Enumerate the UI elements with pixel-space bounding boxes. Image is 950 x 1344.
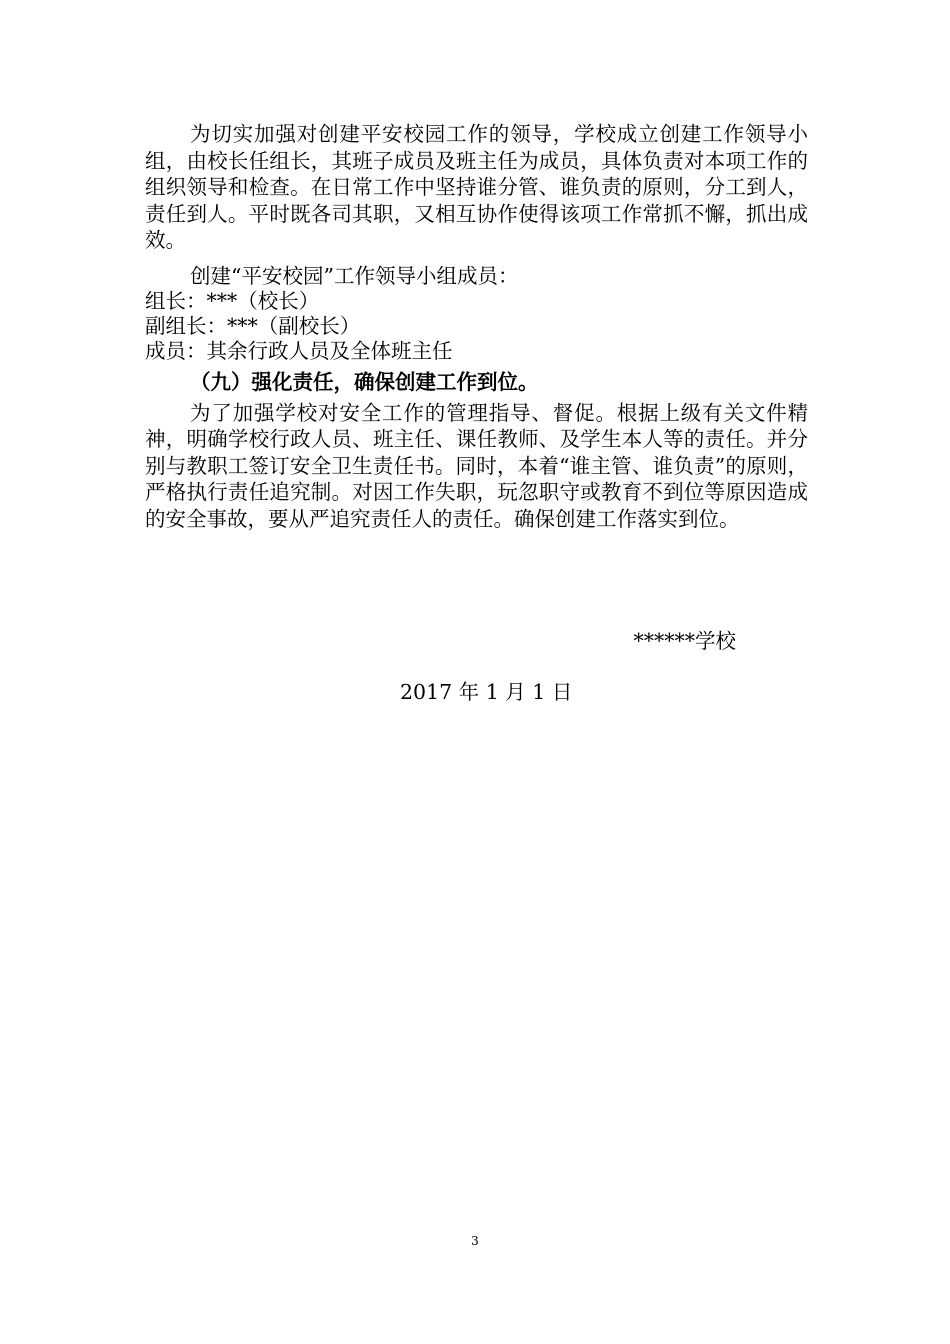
section-heading-9: （九）强化责任，确保创建工作到位。 xyxy=(190,369,539,394)
paragraph-leadership-group: 为切实加强对创建平安校园工作的领导，学校成立创建工作领导小组，由校长任组长，其班子成员及班主任为成员，具体负责对本项工作的组织领导和检查。在日常工作中坚持谁分管、谁负责的原则，分工到人，责任到人。平时既各司其职，又相互协作使得该项工作常抓不懈，抓出成效。 xyxy=(145,122,808,252)
document-body xyxy=(145,121,808,532)
document-date: 2017 年 1 月 1 日 xyxy=(400,680,573,704)
members-line: 成员：其余行政人员及全体班主任 xyxy=(145,338,453,363)
page-number: 3 xyxy=(471,1234,479,1248)
group-members-intro: 创建“平安校园”工作领导小组成员： xyxy=(190,263,519,288)
deputy-leader-line: 副组长：***（副校长） xyxy=(145,313,361,338)
spacer xyxy=(145,254,808,264)
paragraph-responsibility: 为了加强学校对安全工作的管理指导、督促。根据上级有关文件精神，明确学校行政人员、班主任、课任教师、及学生本人等的责任。并分别与教职工签订安全卫生责任书。同时，本着“谁主管、谁负责”的原则，严格执行责任追究制。对因工作失职，玩忽职守或教育不到位等原因造成的安全事故，要从严追究责任人的责任。确保创建工作落实到位。 xyxy=(145,400,808,531)
school-signature: ******学校 xyxy=(633,629,736,653)
group-leader-line: 组长：***（校长） xyxy=(145,288,320,313)
